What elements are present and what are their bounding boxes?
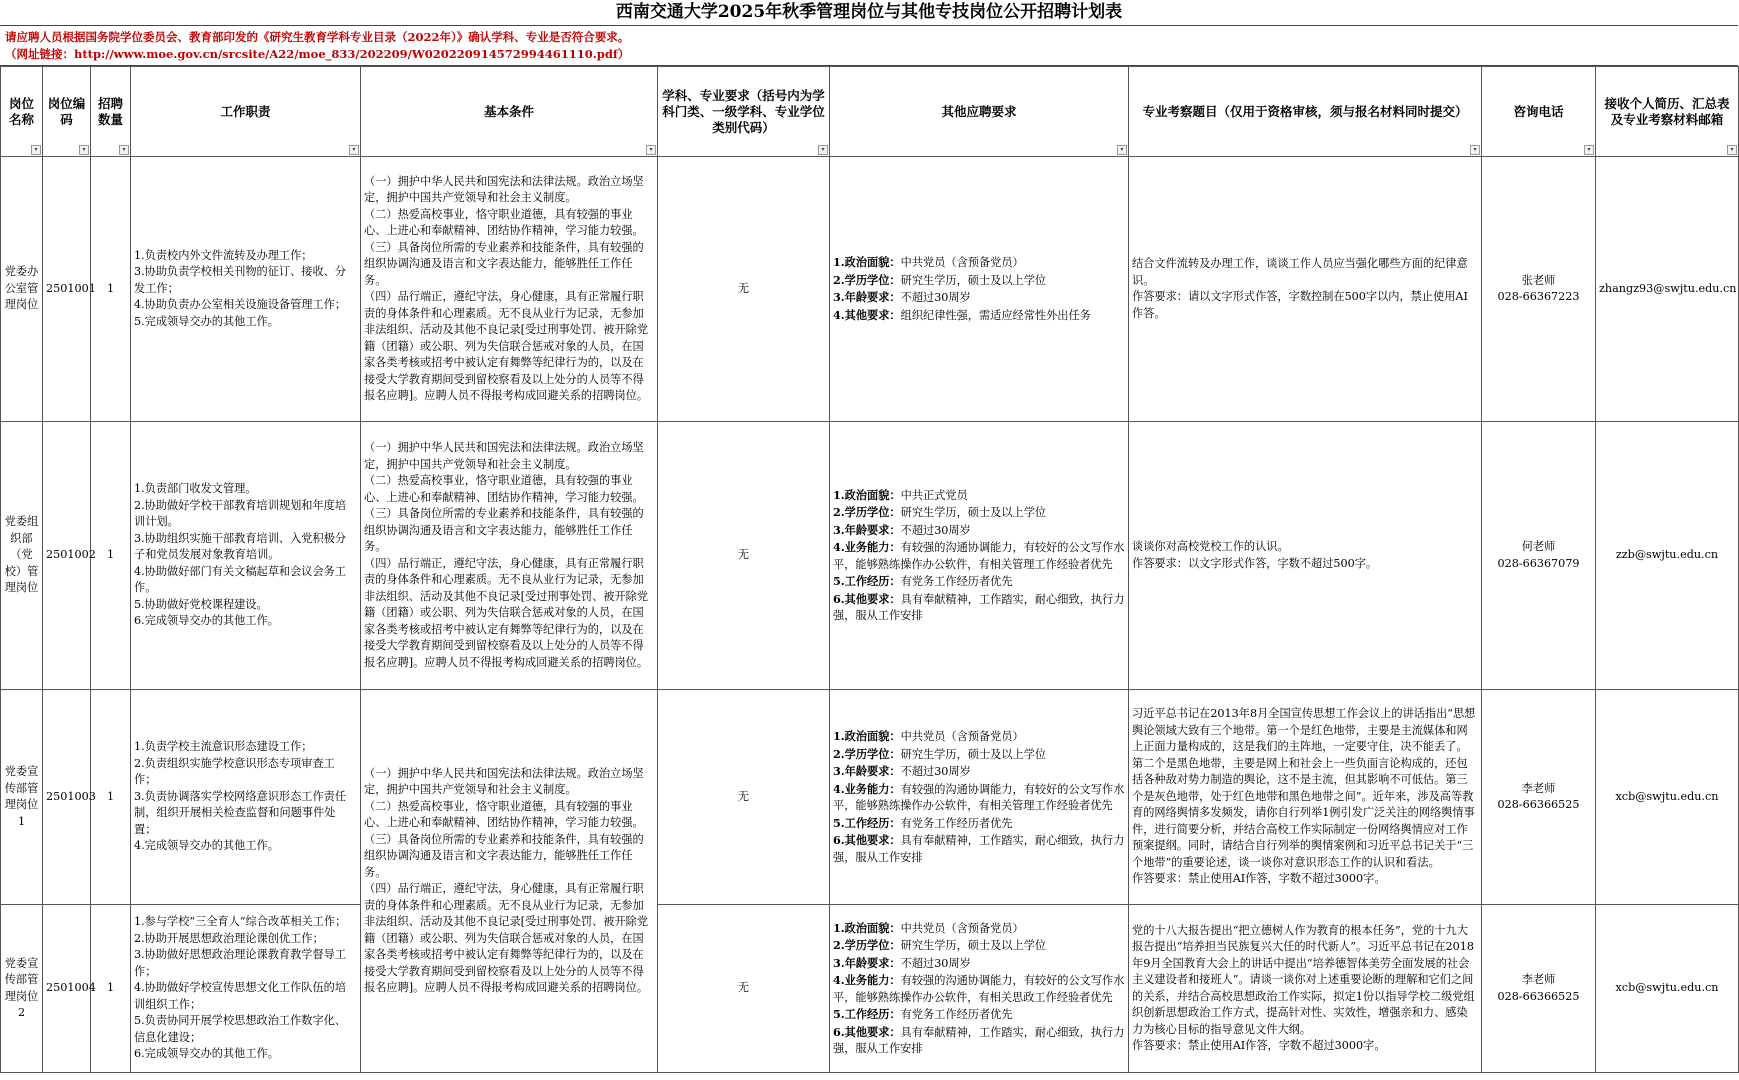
filter-dropdown-icon[interactable]: ▾ (1584, 145, 1594, 155)
table-row (1, 422, 1739, 690)
filter-dropdown-icon[interactable]: ▾ (79, 145, 89, 155)
cell-email[interactable]: xcb@swjtu.edu.cn (1596, 690, 1739, 905)
table-row (1, 905, 1739, 1073)
cell-position-code[interactable]: 2501004 (43, 905, 91, 1073)
cell-count[interactable]: 1 (91, 422, 131, 690)
header-basic: 基本条件 ▾ (361, 67, 658, 157)
cell-major[interactable]: 无 (658, 690, 830, 905)
cell-phone[interactable]: 张老师 028-66367223 (1482, 157, 1596, 422)
header-name: 岗位名称 ▾ (1, 67, 43, 157)
cell-phone[interactable]: 何老师 028-66367079 (1482, 422, 1596, 690)
header-topic: 专业考察题目（仅用于资格审核，须与报名材料同时提交） ▾ (1129, 67, 1482, 157)
filter-dropdown-icon[interactable]: ▾ (646, 145, 656, 155)
cell-major[interactable]: 无 (658, 157, 830, 422)
header-email: 接收个人简历、汇总表及专业考察材料邮箱 ▾ (1596, 67, 1739, 157)
cell-phone[interactable]: 李老师 028-66366525 (1482, 690, 1596, 905)
cell-major[interactable]: 无 (658, 905, 830, 1073)
filter-dropdown-icon[interactable]: ▾ (818, 145, 828, 155)
cell-other-requirements[interactable]: 1.政治面貌：中共党员（含预备党员） 2.学历学位：研究生学历，硕士及以上学位 3.年龄要求：不超过30周岁 4.业务能力：有较强的沟通协调能力，有较好的公文写作水平，能够熟练操作办公软件，有相关管理工作经验者优先 5.工作经历：有党务工作经历者优先 6.其他要求：具有奉献精神，工作踏实，耐心细致，执行力强，服从工作安排 (830, 690, 1129, 905)
header-major: 学科、专业要求（括号内为学科门类、一级学科、专业学位类别代码） ▾ (658, 67, 830, 157)
header-phone: 咨询电话 ▾ (1482, 67, 1596, 157)
notice-line-2[interactable]: （网址链接：http://www.moe.gov.cn/srcsite/A22/moe_833/202209/W020220914572994461110.pdf） (5, 47, 630, 61)
cell-topic[interactable]: 结合文件流转及办理工作，谈谈工作人员应当强化哪些方面的纪律意识。 作答要求：请以文字形式作答，字数控制在500字以内，禁止使用AI作答。 (1129, 157, 1482, 422)
cell-topic[interactable]: 谈谈你对高校党校工作的认识。 作答要求：以文字形式作答，字数不超过500字。 (1129, 422, 1482, 690)
cell-duties[interactable]: 1.负责部门收发文管理。 2.协助做好学校干部教育培训规划和年度培训计划。 3.协助组织实施干部教育培训、入党积极分子和党员发展对象教育培训。 4.协助做好部门有关文稿起草和会议会务工作。 5.协助做好党校课程建设。 6.完成领导交办的其他工作。 (131, 422, 361, 690)
cell-duties[interactable]: 1.参与学校“三全育人”综合改革相关工作； 2.协助开展思想政治理论课创优工作； 3.协助做好思想政治理论课教育教学督导工作； 4.协助做好学校宣传思想文化工作队伍的培训组织工作； 5.负责协同开展学校思想政治工作数字化、信息化建设； 6.完成领导交办的其他工作。 (131, 905, 361, 1073)
header-other: 其他应聘要求 ▾ (830, 67, 1129, 157)
recruitment-table (0, 66, 1739, 1073)
filter-dropdown-icon[interactable]: ▾ (1470, 145, 1480, 155)
cell-email[interactable]: xcb@swjtu.edu.cn (1596, 905, 1739, 1073)
filter-dropdown-icon[interactable]: ▾ (31, 145, 41, 155)
cell-topic[interactable]: 党的十八大报告提出“把立德树人作为教育的根本任务”，党的十九大报告提出“培养担当民族复兴大任的时代新人”。习近平总书记在2018年9月全国教育大会上的讲话中提出“培养德智体美劳全面发展的社会主义建设者和接班人”。请谈一谈你对上述重要论断的理解和它们之间的关系，并结合高校思想政治工作实际，拟定1份以指导学校二级党组织创新思想政治工作方式，提高针对性、实效性，增强亲和力、感染力为核心目标的指导意见文件大纲。 作答要求：禁止使用AI作答，字数不超过3000字。 (1129, 905, 1482, 1073)
header-row (1, 67, 1739, 157)
cell-position-code[interactable]: 2501002 (43, 422, 91, 690)
cell-other-requirements[interactable]: 1.政治面貌：中共正式党员 2.学历学位：研究生学历，硕士及以上学位 3.年龄要求：不超过30周岁 4.业务能力：有较强的沟通协调能力，有较好的公文写作水平，能够熟练操作办公软件，有相关管理工作经验者优先 5.工作经历：有党务工作经历者优先 6.其他要求：具有奉献精神，工作踏实，耐心细致，执行力强，服从工作安排 (830, 422, 1129, 690)
cell-email[interactable]: zhangz93@swjtu.edu.cn (1596, 157, 1739, 422)
filter-dropdown-icon[interactable]: ▾ (1117, 145, 1127, 155)
cell-topic[interactable]: 习近平总书记在2013年8月全国宣传思想工作会议上的讲话指出“思想舆论领域大致有三个地带。第一个是红色地带，主要是主流媒体和网上正面力量构成的，这是我们的主阵地，一定要守住，决不能丢了。第二个是黑色地带，主要是网上和社会上一些负面言论构成的，还包括各种敌对势力制造的舆论，这不是主流，但其影响不可低估。第三个是灰色地带，处于红色地带和黑色地带之间”。近年来，涉及高等教育的网络舆情多发频发，请你自行列举1例引发广泛关注的网络舆情事件，进行简要分析，并结合高校工作实际制定一份网络舆情应对工作预案提纲。同时，请结合自行列举的舆情案例和习近平总书记关于“三个地带”的重要论述，谈一谈你对意识形态工作的认识和看法。 作答要求：禁止使用AI作答，字数不超过3000字。 (1129, 690, 1482, 905)
cell-duties[interactable]: 1.负责学校主流意识形态建设工作； 2.负责组织实施学校意识形态专项审查工作； 3.负责协调落实学校网络意识形态工作责任制，组织开展相关检查监督和问题事件处置； 4.完成领导交办的其他工作。 (131, 690, 361, 905)
cell-position-code[interactable]: 2501003 (43, 690, 91, 905)
filter-dropdown-icon[interactable]: ▾ (119, 145, 129, 155)
notice (0, 26, 1738, 66)
cell-basic-conditions[interactable]: （一）拥护中华人民共和国宪法和法律法规。政治立场坚定，拥护中国共产党领导和社会主义制度。 （二）热爱高校事业，恪守职业道德，具有较强的事业心、上进心和奉献精神、团结协作精神，学习能力较强。 （三）具备岗位所需的专业素养和技能条件，具有较强的组织协调沟通及语言和文字表达能力，能够胜任工作任务。 （四）品行端正，遵纪守法，身心健康，具有正常履行职责的身体条件和心理素质。无不良从业行为记录，无参加非法组织、活动及其他不良记录[受过刑事处罚、被开除党籍（团籍）或公职、列为失信联合惩戒对象的人员，在国家各类考核或招考中被认定有舞弊等纪律行为的，以及在接受大学教育期间受到留校察看及以上处分的人员等不得报名应聘]。应聘人员不得报考构成回避关系的招聘岗位。 (361, 157, 658, 422)
cell-position-name[interactable]: 党委宣传部管理岗位2 (1, 905, 43, 1073)
filter-dropdown-icon[interactable]: ▾ (1727, 145, 1737, 155)
cell-count[interactable]: 1 (91, 690, 131, 905)
notice-line-1: 请应聘人员根据国务院学位委员会、教育部印发的《研究生教育学科专业目录（2022年）》确认学科、专业是否符合要求。 (5, 30, 630, 44)
page-title: 西南交通大学2025年秋季管理岗位与其他专技岗位公开招聘计划表 (0, 0, 1738, 26)
cell-position-code[interactable]: 2501001 (43, 157, 91, 422)
cell-position-name[interactable]: 党委办公室管理岗位 (1, 157, 43, 422)
table-row (1, 690, 1739, 905)
cell-count[interactable]: 1 (91, 157, 131, 422)
cell-major[interactable]: 无 (658, 422, 830, 690)
cell-other-requirements[interactable]: 1.政治面貌：中共党员（含预备党员） 2.学历学位：研究生学历，硕士及以上学位 3.年龄要求：不超过30周岁 4.业务能力：有较强的沟通协调能力，有较好的公文写作水平，能够熟练操作办公软件，有相关思政工作经验者优先 5.工作经历：有党务工作经历者优先 6.其他要求：具有奉献精神，工作踏实，耐心细致，执行力强，服从工作安排 (830, 905, 1129, 1073)
header-code: 岗位编码 ▾ (43, 67, 91, 157)
cell-position-name[interactable]: 党委宣传部管理岗位1 (1, 690, 43, 905)
header-duties: 工作职责 ▾ (131, 67, 361, 157)
header-count: 招聘数量 ▾ (91, 67, 131, 157)
cell-basic-conditions[interactable]: （一）拥护中华人民共和国宪法和法律法规。政治立场坚定，拥护中国共产党领导和社会主义制度。 （二）热爱高校事业，恪守职业道德，具有较强的事业心、上进心和奉献精神、团结协作精神，学习能力较强。 （三）具备岗位所需的专业素养和技能条件，具有较强的组织协调沟通及语言和文字表达能力，能够胜任工作任务。 （四）品行端正，遵纪守法，身心健康，具有正常履行职责的身体条件和心理素质。无不良从业行为记录，无参加非法组织、活动及其他不良记录[受过刑事处罚、被开除党籍（团籍）或公职、列为失信联合惩戒对象的人员，在国家各类考核或招考中被认定有舞弊等纪律行为的，以及在接受大学教育期间受到留校察看及以上处分的人员等不得报名应聘]。应聘人员不得报考构成回避关系的招聘岗位。 (361, 690, 658, 1073)
cell-email[interactable]: zzb@swjtu.edu.cn (1596, 422, 1739, 690)
cell-phone[interactable]: 李老师 028-66366525 (1482, 905, 1596, 1073)
filter-dropdown-icon[interactable]: ▾ (349, 145, 359, 155)
cell-count[interactable]: 1 (91, 905, 131, 1073)
cell-other-requirements[interactable]: 1.政治面貌：中共党员（含预备党员） 2.学历学位：研究生学历，硕士及以上学位 3.年龄要求：不超过30周岁 4.其他要求：组织纪律性强，需适应经常性外出任务 (830, 157, 1129, 422)
cell-duties[interactable]: 1.负责校内外文件流转及办理工作； 3.协助负责学校相关刊物的征订、接收、分发工作； 4.协助负责办公室相关设施设备管理工作； 5.完成领导交办的其他工作。 (131, 157, 361, 422)
cell-position-name[interactable]: 党委组织部（党校）管理岗位 (1, 422, 43, 690)
cell-basic-conditions[interactable]: （一）拥护中华人民共和国宪法和法律法规。政治立场坚定，拥护中国共产党领导和社会主义制度。 （二）热爱高校事业，恪守职业道德，具有较强的事业心、上进心和奉献精神、团结协作精神，学习能力较强。 （三）具备岗位所需的专业素养和技能条件，具有较强的组织协调沟通及语言和文字表达能力，能够胜任工作任务。 （四）品行端正，遵纪守法，身心健康，具有正常履行职责的身体条件和心理素质。无不良从业行为记录，无参加非法组织、活动及其他不良记录[受过刑事处罚、被开除党籍（团籍）或公职、列为失信联合惩戒对象的人员，在国家各类考核或招考中被认定有舞弊等纪律行为的，以及在接受大学教育期间受到留校察看及以上处分的人员等不得报名应聘]。应聘人员不得报考构成回避关系的招聘岗位。 (361, 422, 658, 690)
table-row (1, 157, 1739, 422)
